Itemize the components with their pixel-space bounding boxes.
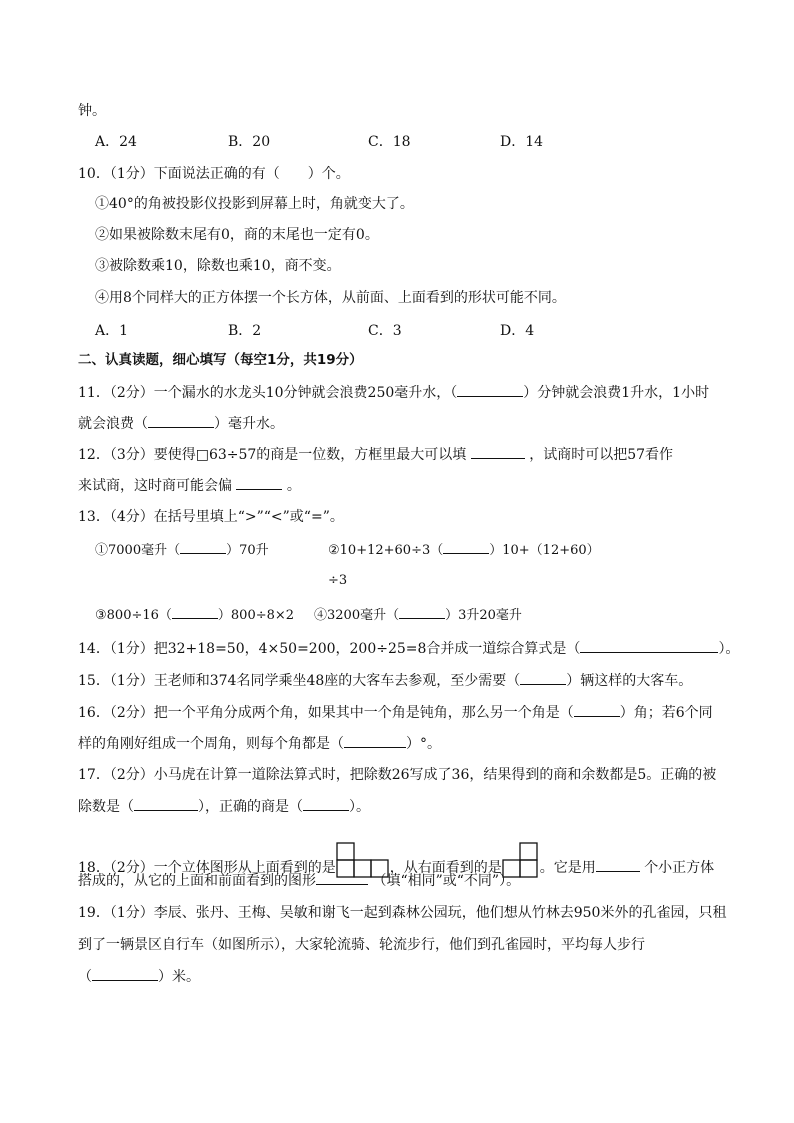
answer-blank[interactable] <box>148 413 214 428</box>
answer-blank[interactable] <box>520 670 566 685</box>
answer-blank[interactable] <box>303 796 349 811</box>
answer-blank[interactable] <box>180 539 226 554</box>
question-12-line-2: 来试商，这时商可能会偏 。 <box>78 475 301 496</box>
option-b: B．2 <box>228 323 262 339</box>
question-19-line-1: 19．（1分）李辰、张丹、王梅、吴敏和谢飞一起到森林公园玩，他们想从竹林去950米外的孔雀园，只租 <box>78 905 727 921</box>
option-d: D．4 <box>500 323 535 339</box>
answer-blank[interactable] <box>344 733 406 748</box>
section-2-heading: 二、认真读题，细心填写（每空1分，共19分） <box>78 352 363 368</box>
question-18-line-2: 搭成的，从它的上面和前面看到的图形 （填“相同”或“不同”）。 <box>78 870 520 891</box>
answer-blank[interactable] <box>134 796 198 811</box>
answer-blank[interactable] <box>596 857 640 872</box>
question-13-item-3: ③800÷16（ ）800÷8×2 <box>95 604 294 626</box>
answer-blank[interactable] <box>580 638 718 653</box>
answer-blank[interactable] <box>399 604 445 619</box>
answer-blank[interactable] <box>172 604 218 619</box>
question-10-stem: 10．（1分）下面说法正确的有（ ）个。 <box>78 166 350 182</box>
question-13-item-2: ②10+12+60÷3（ ）10+（12+60） <box>328 539 600 561</box>
answer-blank[interactable] <box>316 870 368 885</box>
question-11-line-2: 就会浪费（ ）毫升水。 <box>78 413 284 434</box>
question-13-item-1: ①7000毫升（ ）70升 <box>95 539 269 561</box>
question-19-line-3: （ ）米。 <box>78 966 200 987</box>
question-19-line-2: 到了一辆景区自行车（如图所示），大家轮流骑、轮流步行，他们到孔雀园时，平均每人步行 <box>78 937 645 953</box>
question-11-line-1: 11．（2分）一个漏水的水龙头10分钟就会浪费250毫升水，（ ）分钟就会浪费1升水，1小时 <box>78 382 709 403</box>
answer-blank[interactable] <box>236 475 282 490</box>
question-17-line-2: 除数是（ ），正确的商是（ ）。 <box>78 796 370 817</box>
answer-blank[interactable] <box>443 539 489 554</box>
option-c: C．18 <box>368 134 411 150</box>
question-13-item-4: ④3200毫升（ ）3升20毫升 <box>314 604 522 626</box>
question-10-item-2: ②如果被除数末尾有0，商的末尾也一定有0。 <box>95 227 379 243</box>
answer-blank[interactable] <box>457 382 523 397</box>
question-9-options <box>95 131 615 151</box>
question-12-line-1: 12．（3分）要使得□63÷57的商是一位数，方框里最大可以填 ，试商时可以把57看作 <box>78 444 673 465</box>
question-9-continuation: 钟。 <box>78 103 106 119</box>
question-14: 14．（1分）把32+18=50，4×50=200，200÷25=8合并成一道综合算式是（ ）。 <box>78 638 739 659</box>
answer-blank[interactable] <box>92 966 158 981</box>
option-c: C．3 <box>368 323 402 339</box>
answer-blank[interactable] <box>574 702 620 717</box>
question-10-item-1: ①40°的角被投影仪投影到屏幕上时，角就变大了。 <box>95 196 414 212</box>
question-10-item-4: ④用8个同样大的正方体摆一个长方体，从前面、上面看到的形状可能不同。 <box>95 290 566 306</box>
question-16-line-2: 样的角刚好组成一个周角，则每个角都是（ ）°。 <box>78 733 441 754</box>
option-a: A．1 <box>95 323 129 339</box>
option-a: A．24 <box>95 134 137 150</box>
question-17-line-1: 17．（2分）小马虎在计算一道除法算式时，把除数26写成了36，结果得到的商和余数都是5。正确的被 <box>78 767 717 783</box>
question-13-stem: 13．（4分）在括号里填上“>”“<”或“=”。 <box>78 509 344 525</box>
question-18-line-1: 18．（2分）一个立体图形从上面看到的是 ，从右面看到的是 。它是用 个小正方体 <box>78 842 714 878</box>
question-15: 15．（1分）王老师和374名同学乘坐48座的大客车去参观，至少需要（ ）辆这样的大客车。 <box>78 670 692 691</box>
option-d: D．14 <box>500 134 544 150</box>
question-16-line-1: 16．（2分）把一个平角分成两个角，如果其中一个角是钝角，那么另一个角是（ ）角；若6个同 <box>78 702 713 723</box>
option-b: B．20 <box>228 134 271 150</box>
question-10-item-3: ③被除数乘10，除数也乘10，商不变。 <box>95 258 341 274</box>
answer-blank[interactable] <box>471 444 525 459</box>
question-13-item-2-cont: ÷3 <box>328 573 348 588</box>
question-10-options <box>95 320 615 340</box>
